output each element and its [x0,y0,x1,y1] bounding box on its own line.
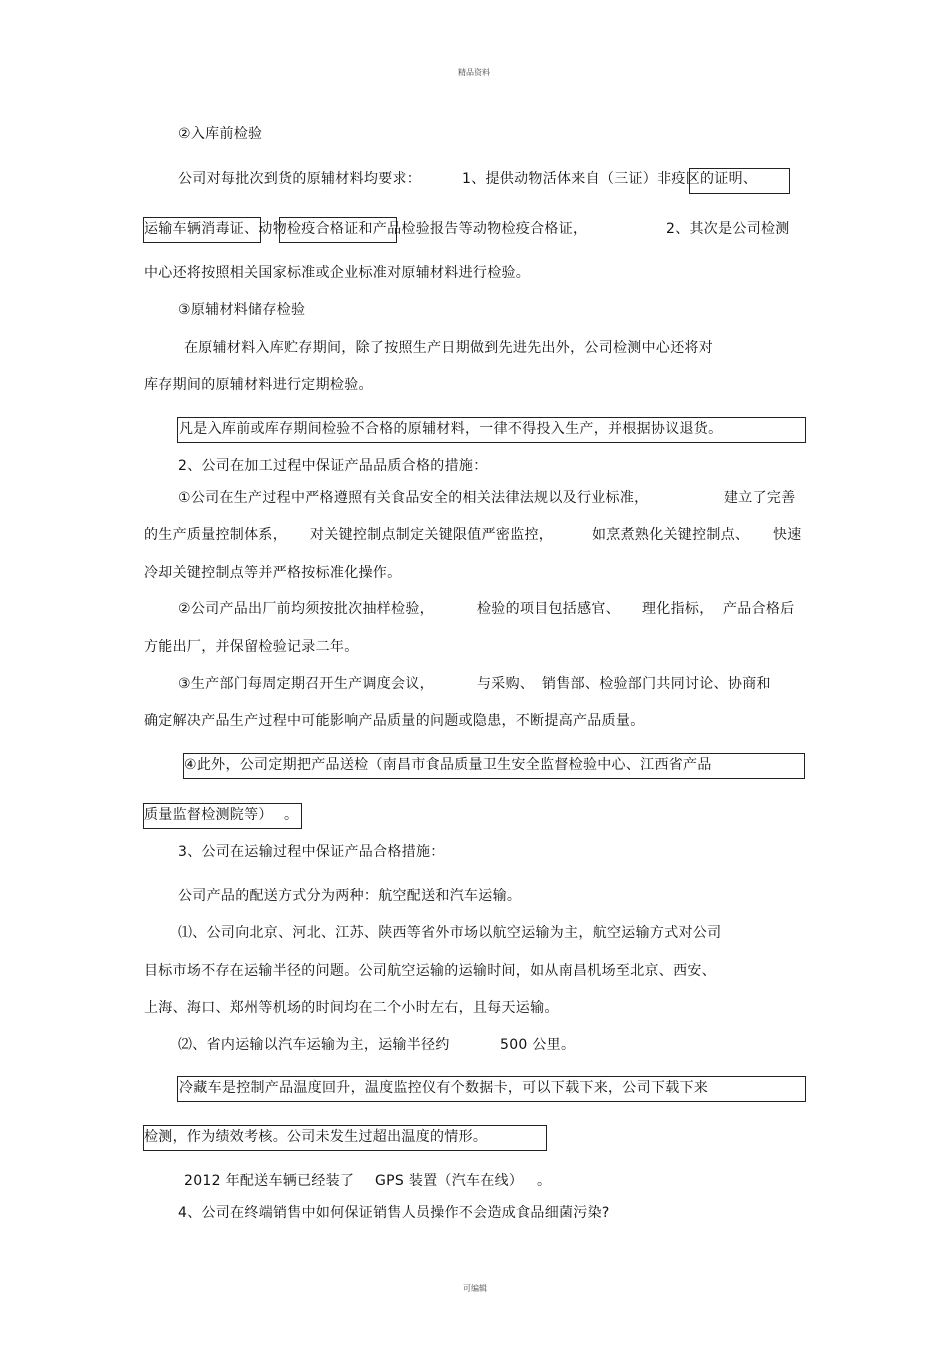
text-line: 。 [284,807,299,823]
text-line: 与采购、 [477,676,535,692]
text-line: ③原辅材料储存检验 [178,302,306,318]
text-line: 上海、海口、郑州等机场的时间均在二个小时左右，且每天运输。 [144,1000,559,1016]
page-header: 精品资料 [458,68,490,77]
text-line: ①公司在生产过程中严格遵照有关食品安全的相关法律法规以及行业标准， [178,490,649,506]
text-line: 2、公司在加工过程中保证产品品质合格的措施： [178,458,488,474]
page-footer: 可编辑 [463,1284,487,1293]
text-line: 2、其次是公司检测 [666,221,790,237]
text-line: ②入库前检验 [178,126,263,142]
text-line: 500 公里。 [500,1037,576,1053]
text-line: 1、提供动物活体来自（三证）非疫区的证明、 [462,171,758,187]
text-line: 冷藏车是控制产品温度回升，温度监控仪有个数据卡，可以下载下来，公司下载下来 [179,1080,709,1096]
text-line: 快速 [773,527,802,543]
text-line: ⑴、公司向北京、河北、江苏、陕西等省外市场以航空运输为主，航空运输方式对公司 [178,925,722,941]
text-line: ③生产部门每周定期召开生产调度会议， [178,676,434,692]
text-line: 凡是入库前或库存期间检验不合格的原辅材料，一律不得投入生产，并根据协议退货。 [179,421,723,437]
text-line: 运输车辆消毒证、动物检疫合格证和产品检验报告等动物检疫合格证， [144,221,588,237]
text-line: 对关键控制点制定关键限值严密监控， [310,527,554,543]
text-line: 理化指标， [642,601,714,617]
text-line: 。 [537,1173,552,1189]
text-line: 公司产品的配送方式分为两种：航空配送和汽车运输。 [178,888,522,904]
text-line: 目标市场不存在运输半径的问题。公司航空运输的运输时间，如从南昌机场至北京、西安、 [144,963,716,979]
text-line: 在原辅材料入库贮存期间，除了按照生产日期做到先进先出外，公司检测中心还将对 [184,340,714,356]
text-line: 库存期间的原辅材料进行定期检验。 [144,377,373,393]
text-line: ②公司产品出厂前均须按批次抽样检验， [178,601,434,617]
text-line: 3、公司在运输过程中保证产品合格措施： [178,844,445,860]
text-line: ④此外，公司定期把产品送检（南昌市食品质量卫生安全监督检验中心、江西省产品 [184,757,712,773]
text-line: 的生产质量控制体系， [144,527,287,543]
text-line: 销售部、检验部门共同讨论、协商和 [542,676,771,692]
text-line: 建立了完善 [724,490,796,506]
text-line: GPS 装置（汽车在线） [375,1173,524,1189]
text-line: 确定解决产品生产过程中可能影响产品质量的问题或隐患，不断提高产品质量。 [144,713,645,729]
text-line: 冷却关键控制点等并严格按标准化操作。 [144,565,402,581]
text-line: 公司对每批次到货的原辅材料均要求： [178,171,422,187]
text-line: ⑵、省内运输以汽车运输为主，运输半径约 [178,1037,450,1053]
text-line: 方能出厂，并保留检验记录二年。 [144,639,359,655]
text-line: 如烹煮熟化关键控制点、 [592,527,750,543]
text-line: 4、公司在终端销售中如何保证销售人员操作不会造成食品细菌污染? [178,1205,610,1221]
text-line: 检测，作为绩效考核。公司未发生过超出温度的情形。 [144,1129,488,1145]
text-line: 2012 年配送车辆已经装了 [184,1173,355,1189]
text-line: 中心还将按照相关国家标准或企业标准对原辅材料进行检验。 [144,265,531,281]
text-line: 检验的项目包括感官、 [477,601,620,617]
text-line: 产品合格后 [723,601,795,617]
text-line: 质量监督检测院等） [144,807,273,823]
